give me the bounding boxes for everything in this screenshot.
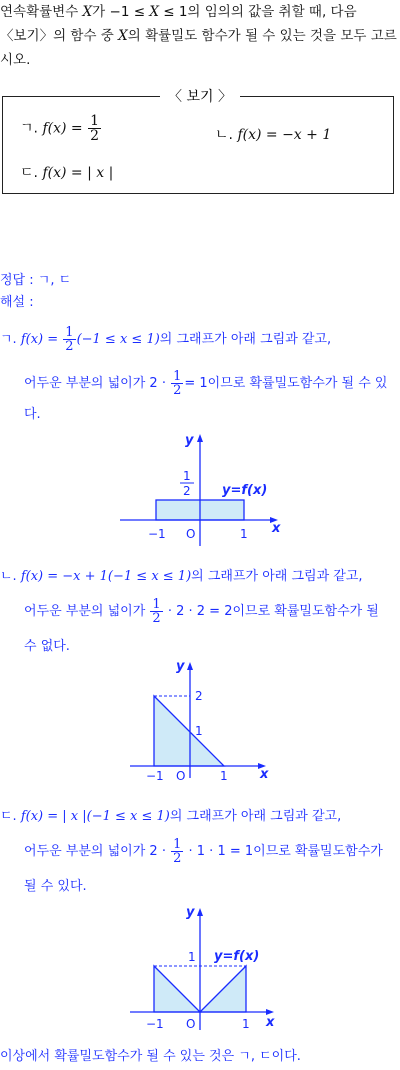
option-2: ㄴ. f(x) = −x + 1 bbox=[215, 127, 332, 143]
graph-1-origin: O bbox=[186, 527, 196, 541]
graph-3-right-region bbox=[200, 966, 246, 1012]
explanation-label: 해설 : bbox=[0, 295, 34, 310]
graph-3-x-label: x bbox=[266, 1015, 275, 1030]
question-line-3: 시오. bbox=[0, 52, 31, 68]
graph-1-y-arrow bbox=[197, 434, 203, 442]
graph-3 bbox=[120, 898, 290, 1038]
graph-2-x-neg: −1 bbox=[146, 769, 164, 783]
graph-1-half-num: 1 bbox=[183, 469, 191, 483]
graph-3-y-one: 1 bbox=[188, 950, 196, 964]
graph-1-x-neg: −1 bbox=[148, 527, 166, 541]
graph-2-origin: O bbox=[176, 769, 186, 783]
conclusion: 이상에서 확률밀도함수가 될 수 있는 것은 ㄱ, ㄷ이다. bbox=[0, 1049, 301, 1064]
graph-1-half-den: 2 bbox=[183, 484, 191, 498]
graph-2-x-label: x bbox=[260, 767, 269, 782]
solution-1-line-2: 어두운 부분의 넓이가 2 · $\frac{1}{2}$ = 1이므로 확률밀도함수가 될 수 있 bbox=[24, 369, 388, 398]
option-1: ㄱ. f(x) = $\frac{1}{2}$ bbox=[20, 113, 99, 144]
solution-3-line-2: 어두운 부분의 넓이가 2 · $\frac{1}{2}$ · 1 · 1 = 1이므로 확률밀도함수가 bbox=[24, 837, 383, 866]
answer-label: 정답 : ㄱ, ㄷ bbox=[0, 273, 72, 288]
graph-2-y-two: 2 bbox=[195, 689, 203, 703]
graph-3-y-arrow bbox=[197, 908, 203, 916]
graph-3-left-region bbox=[154, 966, 200, 1012]
graph-3-x-neg: −1 bbox=[146, 1017, 164, 1031]
question-text bbox=[0, 0, 400, 72]
solution-2-line-3: 수 없다. bbox=[24, 639, 70, 654]
graph-1 bbox=[110, 428, 290, 553]
solution-1-line-3: 다. bbox=[24, 407, 41, 422]
graph-3-origin: O bbox=[186, 1017, 196, 1031]
graph-1-x-pos: 1 bbox=[240, 527, 248, 541]
graph-3-y-label: y bbox=[186, 905, 195, 920]
question-line-2: 〈보기〉의 함수 중 X의 확률밀도 함수가 될 수 있는 것을 모두 고르 bbox=[0, 28, 397, 44]
graph-2-y-one: 1 bbox=[195, 724, 203, 738]
graph-1-y-label: y bbox=[185, 433, 194, 448]
graph-1-func-label: y=f(x) bbox=[222, 483, 268, 498]
solution-3-line-3: 될 수 있다. bbox=[24, 879, 87, 894]
graph-3-x-pos: 1 bbox=[242, 1017, 250, 1031]
solution-2-line-2: 어두운 부분의 넓이가 $\frac{1}{2}$ · 2 · 2 = 2이므로 확률밀도함수가 될 bbox=[24, 597, 379, 626]
option-3: ㄷ. f(x) = | x | bbox=[20, 165, 114, 181]
graph-2-shaded-region bbox=[154, 696, 224, 766]
graph-3-func-label: y=f(x) bbox=[214, 949, 260, 964]
question-line-1: 연속확률변수 X가 −1 ≤ X ≤ 1의 임의의 값을 취할 때, 다음 bbox=[0, 4, 357, 20]
graph-1-x-label: x bbox=[272, 521, 281, 536]
graph-2-y-label: y bbox=[176, 659, 185, 674]
solution-3-line-1: ㄷ. f(x) = | x |(−1 ≤ x ≤ 1)의 그래프가 아래 그림과 같고, bbox=[0, 809, 342, 824]
solution-2-line-1: ㄴ. f(x) = −x + 1(−1 ≤ x ≤ 1)의 그래프가 아래 그림과 같고, bbox=[0, 569, 363, 584]
options-box-title: 〈 보기 〉 bbox=[160, 86, 240, 106]
solution-1-line-1: ㄱ. f(x) = $\frac{1}{2}$ (−1 ≤ x ≤ 1)의 그래프가 아래 그림과 같고, bbox=[0, 325, 332, 354]
graph-2-y-arrow bbox=[187, 662, 193, 670]
graph-2 bbox=[120, 654, 280, 784]
graph-2-x-pos: 1 bbox=[220, 769, 228, 783]
